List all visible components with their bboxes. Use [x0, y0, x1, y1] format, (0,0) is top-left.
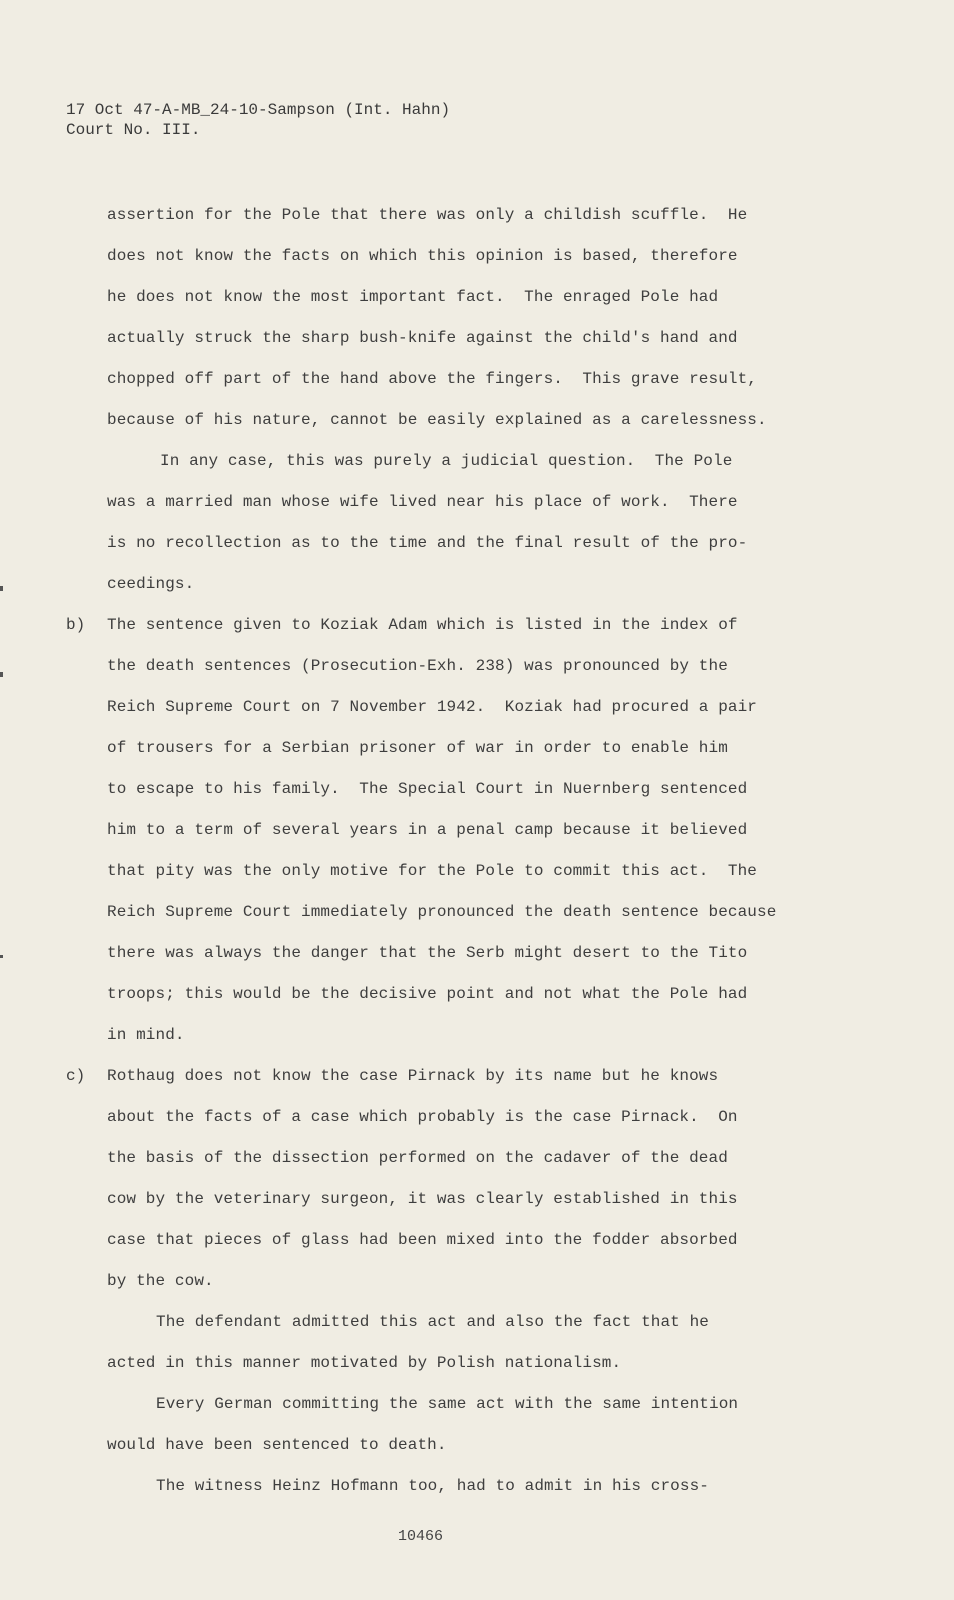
text-line: because of his nature, cannot be easily explained as a carelessness.	[107, 411, 767, 429]
text-line: ceedings.	[107, 575, 195, 593]
text-line: Reich Supreme Court on 7 November 1942. Koziak had procured a pair	[107, 698, 758, 716]
text-line: Rothaug does not know the case Pirnack by its name but he knows	[107, 1067, 719, 1085]
scan-mark	[0, 672, 3, 677]
text-line: acted in this manner motivated by Polish nationalism.	[107, 1354, 622, 1372]
item-b-label: b)	[66, 616, 86, 634]
text-line: in mind.	[107, 1026, 185, 1044]
text-line: would have been sentenced to death.	[107, 1436, 447, 1454]
text-line: about the facts of a case which probably is the case Pirnack. On	[107, 1108, 738, 1126]
scan-mark	[0, 586, 3, 591]
text-line: chopped off part of the hand above the fingers. This grave result,	[107, 370, 758, 388]
text-line: there was always the danger that the Serb might desert to the Tito	[107, 944, 748, 962]
text-line: Reich Supreme Court immediately pronounced the death sentence because	[107, 903, 777, 921]
text-line: the basis of the dissection performed on the cadaver of the dead	[107, 1149, 728, 1167]
text-line: does not know the facts on which this opinion is based, therefore	[107, 247, 738, 265]
text-line: Every German committing the same act with the same intention	[156, 1395, 739, 1413]
text-line: is no recollection as to the time and the final result of the pro-	[107, 534, 748, 552]
text-line: was a married man whose wife lived near his place of work. There	[107, 493, 738, 511]
text-line: the death sentences (Prosecution-Exh. 238) was pronounced by the	[107, 657, 728, 675]
text-line: by the cow.	[107, 1272, 214, 1290]
text-line: case that pieces of glass had been mixed into the fodder absorbed	[107, 1231, 738, 1249]
page-number: 10466	[398, 1528, 444, 1545]
text-line: to escape to his family. The Special Court in Nuernberg sentenced	[107, 780, 748, 798]
text-line: The sentence given to Koziak Adam which is listed in the index of	[107, 616, 738, 634]
header-line-2: Court No. III.	[66, 121, 201, 139]
text-line: actually struck the sharp bush-knife against the child's hand and	[107, 329, 738, 347]
text-line: In any case, this was purely a judicial question. The Pole	[160, 452, 733, 470]
document-header	[66, 100, 450, 140]
text-line: that pity was the only motive for the Pole to commit this act. The	[107, 862, 758, 880]
text-line: he does not know the most important fact. The enraged Pole had	[107, 288, 719, 306]
text-line: troops; this would be the decisive point and not what the Pole had	[107, 985, 748, 1003]
text-line: The defendant admitted this act and also the fact that he	[156, 1313, 709, 1331]
header-line-1: 17 Oct 47-A-MB_24-10-Sampson (Int. Hahn)	[66, 101, 451, 119]
text-line: The witness Heinz Hofmann too, had to admit in his cross-	[156, 1477, 709, 1495]
scan-mark	[0, 955, 3, 958]
text-line: assertion for the Pole that there was only a childish scuffle. He	[107, 206, 748, 224]
text-line: cow by the veterinary surgeon, it was clearly established in this	[107, 1190, 738, 1208]
text-line: of trousers for a Serbian prisoner of war in order to enable him	[107, 739, 728, 757]
text-line: him to a term of several years in a penal camp because it believed	[107, 821, 748, 839]
item-c-label: c)	[66, 1067, 86, 1085]
